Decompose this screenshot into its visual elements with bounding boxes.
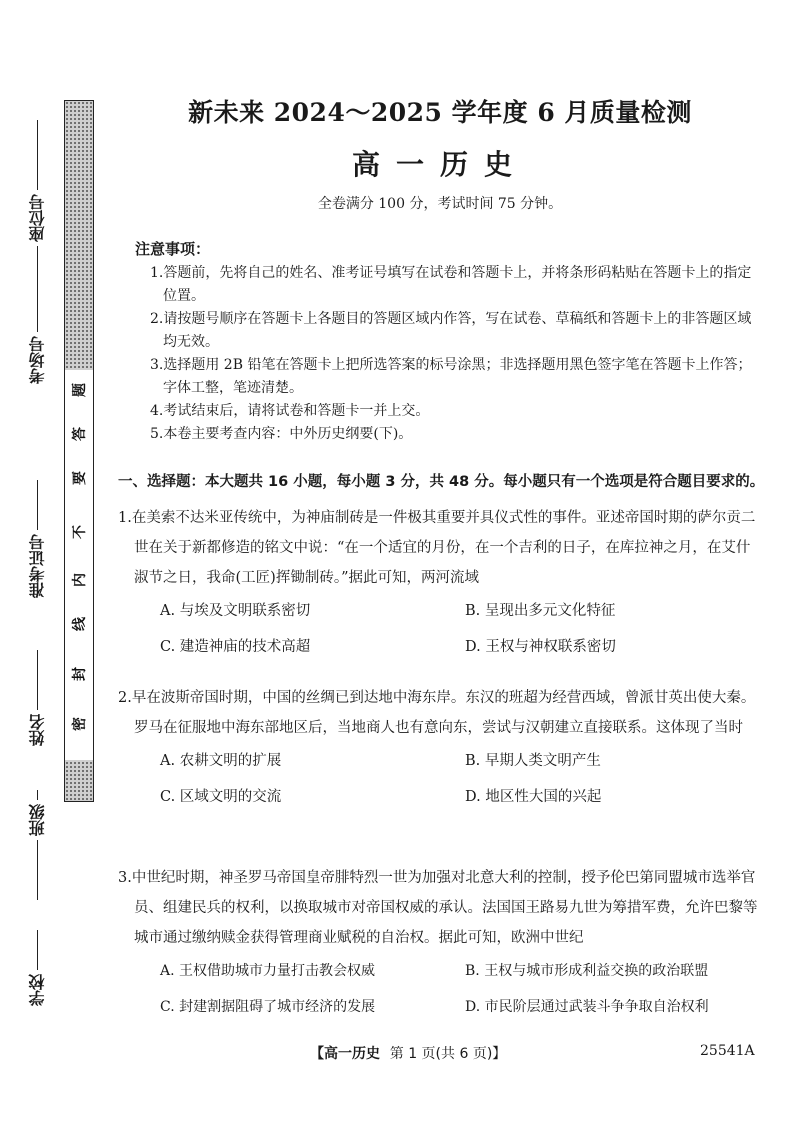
strip-char: 密 — [72, 717, 88, 731]
paper-code: 25541A — [700, 1043, 755, 1059]
strip-char: 内 — [72, 573, 88, 587]
admission-number-field: 准考证号 — [22, 480, 52, 602]
option-d: D. 地区性大国的兴起 — [465, 789, 602, 805]
option-c: C. 区域文明的交流 — [160, 789, 282, 805]
option-b: B. 早期人类文明产生 — [465, 753, 601, 769]
question-stem: 1.在美索不达米亚传统中，为神庙制砖是一件极其重要并具仪式性的事件。亚述帝国时期的萨尔贡二世在关于新都修造的铭文中说：“在一个适宜的月份，在一个吉利的日子，在库拉神之月，在艾什淑节之日，我命(工匠)挥锄制砖。”据此可知，两河流域 — [118, 510, 756, 586]
question-stem: 2.早在波斯帝国时期，中国的丝绸已到达地中海东岸。东汉的班超为经营西域，曾派甘英出使大秦。罗马在征服地中海东部地区后，当地商人也有意向东，尝试与汉朝建立直接联系。这体现了当时 — [118, 690, 756, 736]
option-a: A. 农耕文明的扩展 — [160, 753, 282, 769]
option-c: C. 建造神庙的技术高超 — [160, 639, 311, 655]
page-footer — [310, 1043, 506, 1063]
option-b: B. 王权与城市形成利益交换的政治联盟 — [465, 963, 709, 979]
option-c: C. 封建割据阻碍了城市经济的发展 — [160, 999, 376, 1015]
class-field: 班级 — [22, 790, 52, 900]
option-a: A. 与埃及文明联系密切 — [160, 603, 311, 619]
option-d: D. 市民阶层通过武装斗争争取自治权利 — [465, 999, 709, 1015]
exam-title: 新未来 2024～2025 学年度 6 月质量检测 — [188, 98, 692, 127]
option-d: D. 王权与神权联系密切 — [465, 639, 616, 655]
footer-page-number: 第 1 页(共 6 页)】 — [389, 1046, 507, 1062]
notice-item: 3.选择题用 2B 铅笔在答题卡上把所选答案的标号涂黑；非选择题用黑色签字笔在答题卡上作答；字体工整，笔迹清楚。 — [150, 357, 752, 396]
question-1 — [118, 503, 758, 665]
option-group — [118, 593, 758, 665]
school-field: 学校 — [22, 930, 52, 1010]
section-heading: 一、选择题：本大题共 16 小题，每小题 3 分，共 48 分。每小题只有一个选项是符合题目要求的。 — [118, 474, 765, 490]
subject-title: 高一历史 — [351, 148, 528, 181]
notice-heading: 注意事项： — [135, 240, 211, 258]
name-field: 姓名 — [22, 650, 52, 750]
strip-char: 不 — [72, 525, 88, 539]
strip-char: 线 — [72, 617, 88, 631]
notice-item: 2.请按题号顺序在答题卡上各题目的答题区域内作答，写在试卷、草稿纸和答题卡上的非答题区域均无效。 — [150, 311, 752, 350]
question-3 — [118, 863, 758, 1025]
footer-subject: 【高一历史 — [310, 1046, 380, 1062]
option-a: A. 王权借助城市力量打击教会权威 — [160, 963, 376, 979]
strip-char: 答 — [72, 427, 88, 441]
notice-item: 4.考试结束后，请将试卷和答题卡一并上交。 — [150, 403, 430, 419]
exam-room-field: 考场号 — [22, 280, 52, 388]
seat-number-field: 座位号 — [22, 120, 52, 286]
option-group — [118, 743, 758, 815]
notice-item: 1.答题前，先将自己的姓名、准考证号填写在试卷和答题卡上，并将条形码粘贴在答题卡上的指定位置。 — [150, 265, 752, 304]
strip-char: 封 — [72, 667, 88, 681]
strip-char: 题 — [72, 383, 88, 397]
notice-item: 5.本卷主要考查内容：中外历史纲要(下)。 — [150, 426, 413, 442]
question-stem: 3.中世纪时期，神圣罗马帝国皇帝腓特烈一世为加强对北意大利的控制，授予伦巴第同盟城市选举官员、组建民兵的权利，以换取城市对帝国权威的承认。法国国王路易九世为筹措军费，允许巴黎等城市通过缴纳赎金获得管理商业赋税的自治权。据此可知，欧洲中世纪 — [118, 870, 758, 946]
option-b: B. 呈现出多元文化特征 — [465, 603, 616, 619]
strip-char: 要 — [72, 471, 88, 485]
notice-list — [135, 262, 760, 446]
exam-meta: 全卷满分 100 分，考试时间 75 分钟。 — [317, 196, 563, 212]
question-2 — [118, 683, 758, 815]
option-group — [118, 953, 758, 1025]
